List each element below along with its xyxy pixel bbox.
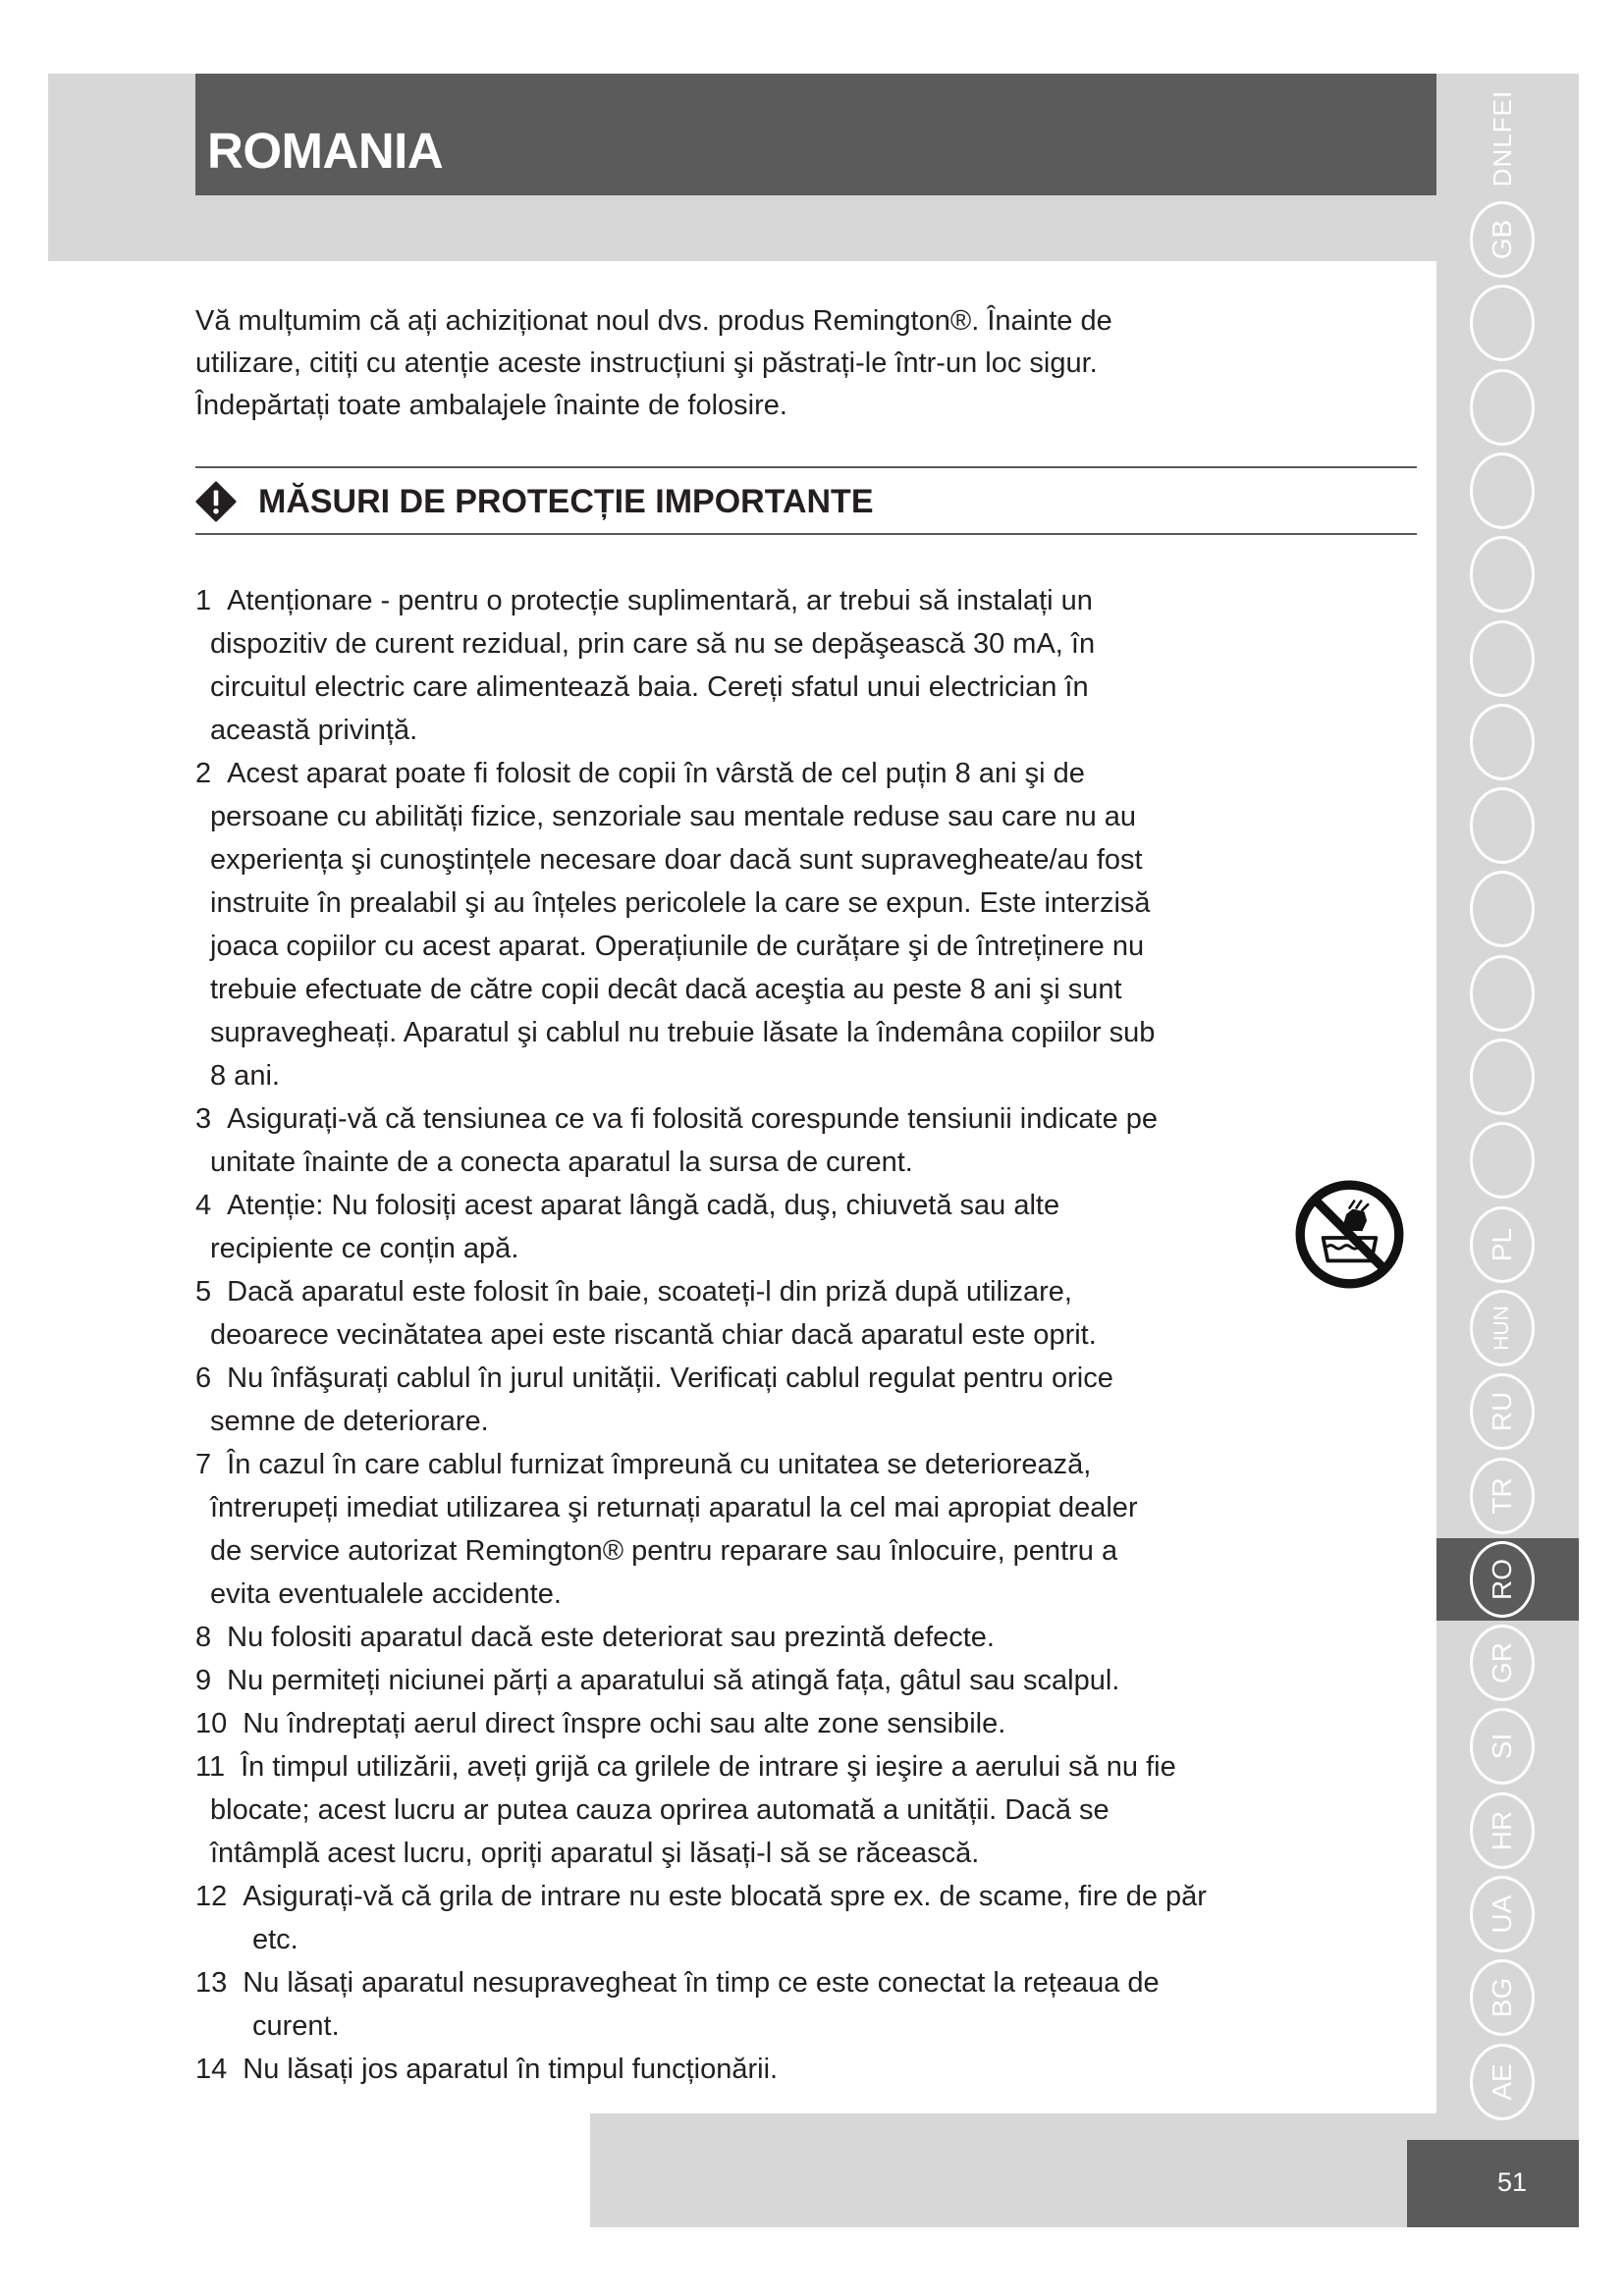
item-text: Acest aparat poate fi folosit de copii în vârstă de cel puțin 8 ani şi de persoane cu abilități fizice, senzoriale sau mentale reduse sau care nu au experiența şi cunoştințele necesare doar dacă sunt supravegheate/au fost instruite în prealabil şi au înțeles pericolele la care se expun. Este interzisă joaca copiilor cu acest aparat. Operațiunile de curățare şi de întreținere nu trebuie efectuate de către copii decât dacă aceştia au peste 8 ani şi sunt supravegheați. Aparatul şi cablul nu trebuie lăsate la îndemâna copiilor sub 8 ani. [210,758,1156,1092]
language-tab-empty [1470,955,1535,1032]
item-number: 7 [195,1449,212,1480]
list-item [195,1875,1428,1961]
language-tab-empty [1470,704,1535,780]
list-item [195,1097,1428,1184]
section-heading: MĂSURI DE PROTECȚIE IMPORTANTE [258,483,874,520]
language-tab-label: PL [1487,1227,1517,1261]
language-tab-si [1470,1708,1535,1785]
item-number: 8 [195,1622,212,1653]
item-text: Nu lăsați aparatul nesupravegheat în timp ce este conectat la rețeaua de curent. [243,1967,1160,2042]
language-tab-label: BG [1487,1978,1517,2018]
language-tabs-top-text: DNLFEI [1488,89,1517,187]
language-tab-hun [1470,1290,1535,1366]
list-item [195,579,1428,752]
item-number: 11 [195,1751,226,1783]
language-tab-label: RO [1487,1558,1517,1600]
item-number: 13 [195,1967,228,1999]
list-item [195,1184,1428,1270]
language-tab-label: HR [1487,1810,1517,1850]
language-tab-empty [1470,536,1535,613]
no-use-near-water-icon [1292,1177,1407,1292]
item-number: 12 [195,1881,228,1912]
language-tab-empty [1470,871,1535,947]
item-number: 14 [195,2054,228,2085]
language-tab-label: SI [1487,1734,1517,1760]
language-tab-empty [1470,285,1535,361]
page-number-box [1407,2140,1579,2227]
language-tab-bg [1470,1959,1535,2036]
item-text: Nu înfăşurați cablul în jurul unității. Verificați cablul regulat pentru orice semne de deteriorare. [210,1362,1113,1437]
language-tab-tr [1470,1458,1535,1534]
list-item [195,1702,1428,1745]
item-text: Atenționare - pentru o protecție suplimentară, ar trebui să instalați un dispozitiv de curent rezidual, prin care să nu se depăşească 30 mA, în circuitul electric care alimentează baia. Cereți sfatul unui electrician în această privință. [210,585,1096,746]
item-text: Atenție: Nu folosiți acest aparat lângă cadă, duş, chiuvetă sau alte recipiente ce conțin apă. [210,1190,1060,1264]
item-number: 10 [195,1708,228,1739]
list-item [195,1443,1428,1616]
language-tab-label: RU [1487,1391,1517,1432]
language-tab-empty [1470,369,1535,446]
language-tab-ro [1470,1541,1535,1618]
language-tab-empty [1470,453,1535,529]
item-text: În cazul în care cablul furnizat împreună cu unitatea se deteriorează, întrerupeți imediat utilizarea şi returnați aparatul la cel mai apropiat dealer de service autorizat Remington® pentru reparare sau înlocuire, pentru a evita eventualele accidente. [210,1449,1138,1610]
item-number: 3 [195,1103,212,1135]
list-item [195,1745,1428,1875]
language-tab-ru [1470,1373,1535,1450]
heading-rule-bottom [195,533,1417,535]
item-text: Asigurați-vă că tensiunea ce va fi folosită corespunde tensiunii indicate pe unitate înainte de a conecta aparatul la sursa de curent. [210,1103,1159,1178]
language-tab-label: GB [1487,219,1517,260]
language-tab-gb [1470,201,1535,278]
item-text: În timpul utilizării, aveți grijă ca grilele de intrare şi ieşire a aerului să nu fie blocate; acest lucru ar putea cauza oprirea automată a unității. Dacă se întâmplă acest lucru, opriți aparatul şi lăsați-l să se răcească. [210,1751,1176,1869]
language-tab-label: GR [1487,1642,1517,1684]
language-tab-label: AE [1487,2062,1517,2101]
item-text: Nu folositi aparatul dacă este deteriorat sau prezintă defecte. [227,1622,995,1653]
language-tab-ae [1470,2044,1535,2120]
page-number: 51 [1497,2167,1528,2197]
language-tab-ua [1470,1876,1535,1952]
item-number: 9 [195,1665,212,1696]
item-number: 2 [195,758,212,789]
list-item [195,752,1428,1097]
item-text: Dacă aparatul este folosit în baie, scoateți-l din priză după utilizare, deoarece vecinătatea apei este riscantă chiar dacă aparatul este oprit. [210,1276,1097,1351]
language-tab-label: HUN [1490,1306,1513,1351]
item-text: Nu permiteți niciunei părți a aparatului să atingă fața, gâtul sau scalpul. [227,1665,1120,1696]
item-text: Nu îndreptați aerul direct înspre ochi sau alte zone sensibile. [243,1708,1006,1739]
language-tab-empty [1470,620,1535,697]
language-tab-empty [1470,1039,1535,1115]
list-item [195,1357,1428,1443]
page-title: ROMANIA [207,123,444,179]
warning-icon [195,481,237,522]
list-item [195,1961,1428,2048]
title-box [195,74,1436,195]
language-tab-label: TR [1487,1476,1517,1515]
list-item [195,1616,1428,1659]
language-tab-hr [1470,1792,1535,1869]
list-item [195,1659,1428,1702]
list-item [195,2048,1428,2091]
list-item [195,1270,1428,1357]
language-tab-gr [1470,1625,1535,1701]
item-number: 1 [195,585,212,616]
item-text: Asigurați-vă că grila de intrare nu este blocată spre ex. de scame, fire de păr etc. [243,1881,1207,1955]
item-number: 6 [195,1362,212,1394]
safety-list [195,579,1428,2091]
language-tab-pl [1470,1206,1535,1283]
item-number: 5 [195,1276,212,1308]
intro-paragraph: Vă mulțumim că ați achiziționat noul dvs. produs Remington®. Înainte de utilizare, citiți cu atenție aceste instrucțiuni şi păstrați-le într-un loc sigur. Îndepărtați toate ambalajele înainte de folosire. [195,305,1112,421]
heading-rule-top [195,466,1417,468]
item-text: Nu lăsați jos aparatul în timpul funcționării. [243,2054,779,2085]
language-tab-empty [1470,1122,1535,1199]
language-tab-empty [1470,787,1535,864]
item-number: 4 [195,1190,212,1221]
language-tab-label: UA [1487,1895,1517,1934]
